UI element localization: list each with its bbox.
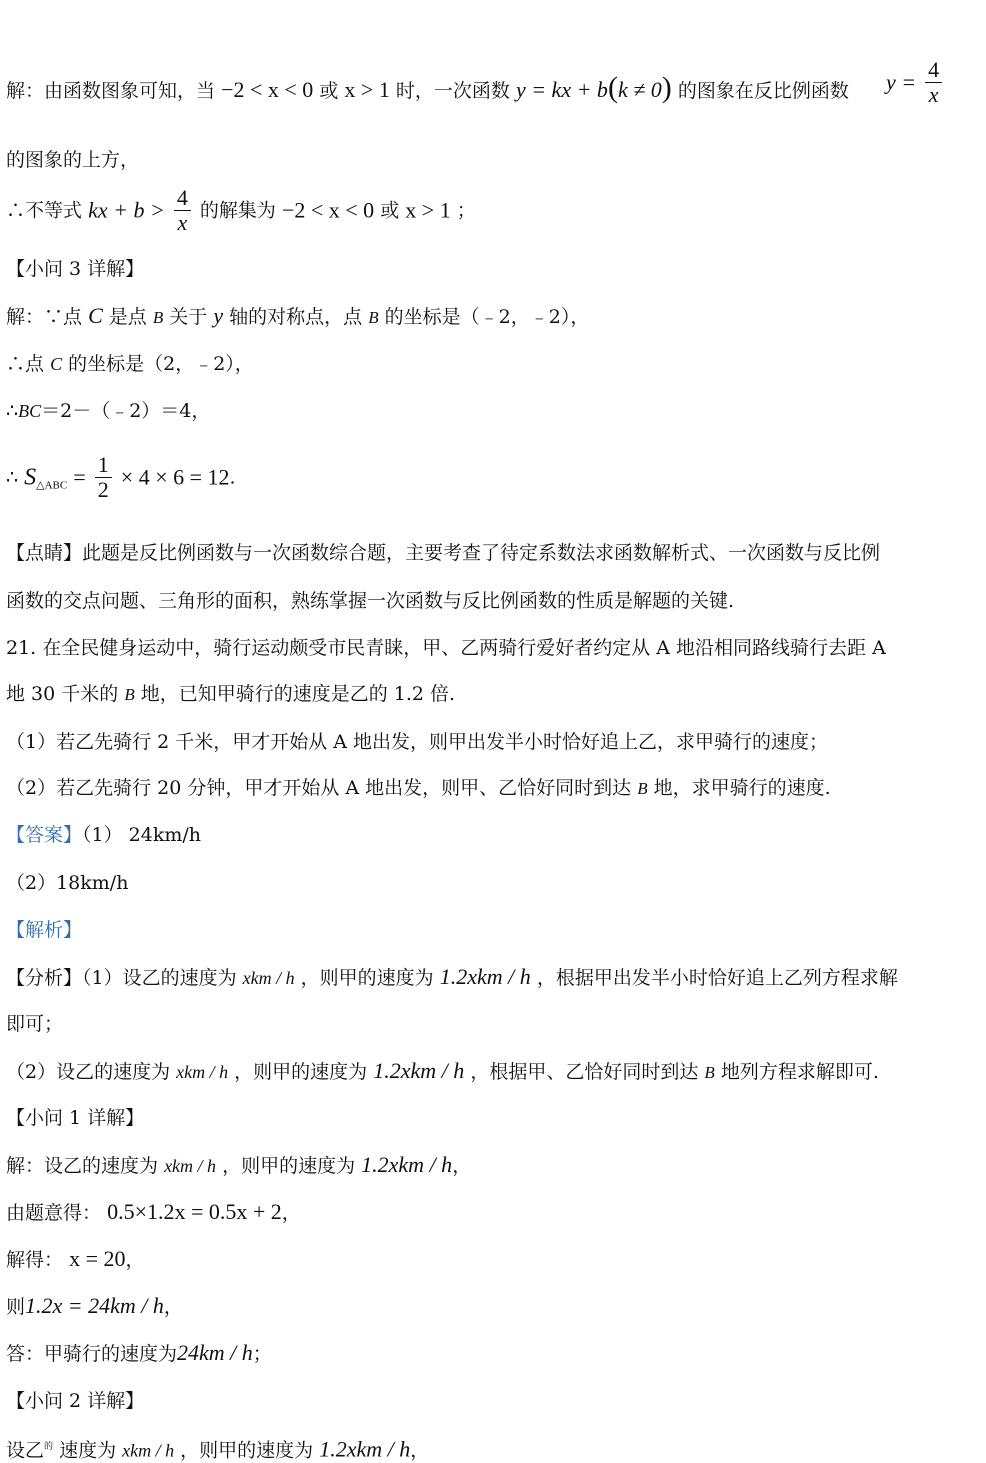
answer-text: （2）18km/h xyxy=(6,872,129,894)
text: 解：设乙的速度为 xyxy=(6,1155,159,1177)
text: ； xyxy=(456,199,476,222)
text: 地，求甲骑行的速度. xyxy=(653,777,831,799)
text: 速度为 xyxy=(59,1439,117,1462)
line-18 xyxy=(6,965,978,990)
text: ∴点 xyxy=(6,353,45,375)
math-var: B xyxy=(368,308,379,327)
math-expr: 24km / h xyxy=(177,1340,253,1365)
text: 即可； xyxy=(6,1013,64,1035)
answer-text: （1） 24km/h xyxy=(82,824,201,846)
question-text: 21. 在全民健身运动中，骑行运动颇受市民青睐，甲、乙两骑行爱好者约定从 A 地沿相同路线骑行去距 A xyxy=(6,637,886,659)
line-13 xyxy=(6,730,978,754)
line-23 xyxy=(6,1200,978,1225)
text: ，根据甲、乙恰好同时到达 xyxy=(470,1061,699,1083)
math-expr: 1.2xkm / h xyxy=(319,1436,411,1462)
text: 解得： xyxy=(6,1249,64,1271)
equation: 0.5×1.2x = 0.5x + 2 xyxy=(107,1199,282,1224)
text: ∴ xyxy=(6,466,19,489)
text: ＝2－（﹣2）＝4， xyxy=(41,400,211,422)
text: 或 xyxy=(380,199,400,222)
expression: × 4 × 6 = 12 xyxy=(120,464,230,490)
line-1 xyxy=(6,71,978,104)
text: ∴不等式 xyxy=(6,199,83,222)
line-26 xyxy=(6,1341,978,1366)
line-7 xyxy=(6,399,978,423)
line-5 xyxy=(6,304,978,330)
line-10 xyxy=(6,589,978,613)
text: 由题意得： xyxy=(6,1202,102,1224)
text: 设乙 xyxy=(6,1439,45,1462)
equation: 1.2x = 24km / h xyxy=(25,1293,164,1318)
math-var: y xyxy=(213,303,224,328)
math-expr: 1.2xkm / h xyxy=(373,1058,465,1083)
math-var: BC xyxy=(18,401,42,421)
answer-tag: 【答案】 xyxy=(6,824,83,846)
y-equals: y = xyxy=(886,69,917,95)
math-expr: xkm / h xyxy=(242,968,295,988)
denominator: x xyxy=(928,82,939,107)
denominator: 2 xyxy=(97,477,109,502)
analysis-tag: 【解析】 xyxy=(6,919,83,941)
fraction-4-over-x xyxy=(886,58,945,107)
math-expr: xkm / h xyxy=(176,1062,229,1082)
text: 函数的交点问题、三角形的面积，熟练掌握一次函数与反比例函数的性质是解题的关键. xyxy=(6,590,735,612)
text: ，则甲的速度为 xyxy=(300,967,434,989)
text: （2）若乙先骑行 20 分钟，甲才开始从 A 地出发，则甲、乙恰好同时到达 xyxy=(6,777,632,799)
line-20 xyxy=(6,1059,978,1085)
math-expr: xkm / h xyxy=(164,1156,217,1176)
text: ，则甲的速度为 xyxy=(234,1061,368,1083)
text: 解：∵点 xyxy=(6,306,83,328)
text: ∴ xyxy=(6,400,19,422)
line-19 xyxy=(6,1012,978,1036)
function-expr: y = kx + b xyxy=(515,77,608,102)
math-var: B xyxy=(637,779,648,798)
fraction xyxy=(174,186,191,235)
line-22 xyxy=(6,1153,978,1178)
inequality: x > 1 xyxy=(344,77,390,102)
line-27 xyxy=(6,1389,978,1413)
equation: x = 20 xyxy=(69,1246,126,1271)
text: ，则甲的速度为 xyxy=(180,1439,314,1462)
inequality: −2 < x < 0 xyxy=(221,77,314,102)
math-var: S xyxy=(24,464,37,491)
text: 的图象在反比例函数 xyxy=(677,80,849,102)
text: ， xyxy=(163,1296,183,1318)
math-var: C xyxy=(88,303,103,328)
text: 的坐标是（2，﹣2）， xyxy=(68,353,254,375)
math-var: B xyxy=(704,1063,715,1082)
line-24 xyxy=(6,1247,978,1272)
text: 则 xyxy=(6,1296,26,1318)
section-heading: 【小问 2 详解】 xyxy=(6,1390,145,1412)
text: ， xyxy=(125,1249,145,1271)
text: 地 30 千米的 xyxy=(6,683,119,705)
line-12 xyxy=(6,682,978,707)
condition: k ≠ 0 xyxy=(617,77,662,102)
line-3 xyxy=(6,186,978,235)
text: 【点睛】此题是反比例函数与一次函数综合题，主要考查了待定系数法求函数解析式、一次函数与反比例 xyxy=(6,542,881,564)
superscript: 的 xyxy=(44,1442,54,1452)
text: ，则甲的速度为 xyxy=(222,1155,356,1177)
numerator: 4 xyxy=(925,58,942,83)
solution: −2 < x < 0 xyxy=(281,197,375,223)
line-25 xyxy=(6,1294,978,1319)
text: ； xyxy=(252,1343,272,1365)
equals: = xyxy=(73,464,86,490)
line-21 xyxy=(6,1106,978,1130)
text: ， xyxy=(281,1202,301,1224)
math-expr: xkm / h xyxy=(122,1440,175,1461)
line-2 xyxy=(6,148,978,172)
line-9 xyxy=(6,541,978,565)
math-expr: 1.2xkm / h xyxy=(439,964,531,989)
math-var: B xyxy=(124,685,135,704)
paren: ( xyxy=(607,71,618,104)
numerator: 1 xyxy=(95,453,112,478)
text: ， xyxy=(410,1439,430,1462)
text: （1）若乙先骑行 2 千米，甲才开始从 A 地出发，则甲出发半小时恰好追上乙，求甲骑行的速度； xyxy=(6,731,829,753)
numerator: 4 xyxy=(174,186,191,211)
math-expr: 1.2xkm / h xyxy=(361,1152,453,1177)
line-16 xyxy=(6,871,978,895)
text: ，根据甲出发半小时恰好追上乙列方程求解 xyxy=(536,967,898,989)
line-8 xyxy=(6,453,978,502)
text: ， xyxy=(452,1155,472,1177)
text: 解：由函数图象可知，当 xyxy=(6,80,216,102)
text: 【分析】（1）设乙的速度为 xyxy=(6,967,237,989)
math-var: B xyxy=(152,308,164,327)
denominator: x xyxy=(177,210,188,235)
text: 地，已知甲骑行的速度是乙的 1.2 倍. xyxy=(140,683,456,705)
line-14 xyxy=(6,776,978,801)
text: 的图象的上方， xyxy=(6,149,140,171)
text: 是点 xyxy=(108,306,147,328)
text: 关于 xyxy=(169,306,208,328)
fraction xyxy=(925,58,942,107)
text: 地列方程求解即可. xyxy=(720,1061,879,1083)
math-var: C xyxy=(50,354,63,374)
text: 或 xyxy=(319,80,339,102)
inequality: kx + b > xyxy=(88,197,165,223)
section-heading: 【小问 1 详解】 xyxy=(6,1107,145,1129)
text: 时，一次函数 xyxy=(395,80,510,102)
text: . xyxy=(229,466,236,489)
line-6 xyxy=(6,352,978,376)
text: （2）设乙的速度为 xyxy=(6,1061,171,1083)
text: 的坐标是（﹣2，﹣2）， xyxy=(384,306,590,328)
line-4 xyxy=(6,257,978,281)
section-heading: 【小问 3 详解】 xyxy=(6,258,145,280)
solution: x > 1 xyxy=(405,197,451,223)
text: 轴的对称点，点 xyxy=(229,306,363,328)
line-28 xyxy=(6,1435,978,1462)
line-15 xyxy=(6,823,978,847)
line-11 xyxy=(6,636,978,660)
line-17 xyxy=(6,918,978,942)
paren: ) xyxy=(661,71,672,104)
subscript: △ABC xyxy=(36,479,68,492)
text: 答：甲骑行的速度为 xyxy=(6,1343,178,1365)
text: 的解集为 xyxy=(199,199,276,222)
fraction xyxy=(95,453,112,502)
